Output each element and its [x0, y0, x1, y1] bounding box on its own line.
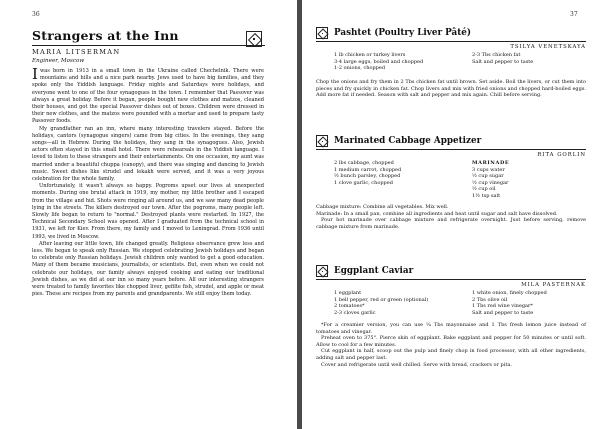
- recipe-step: Preheat oven to 375°. Pierce skin of eggplant. Bake eggplant and pepper for 50 minutes or until soft. Allow to cool for a few minutes.: [316, 335, 586, 348]
- recipe-header: [316, 138, 586, 150]
- title-rule: [32, 45, 265, 46]
- ingredient: 1 clove garlic, chopped: [334, 179, 393, 186]
- recipe-step: Pour hot marinade over cabbage mixture and refrigerate overnight. Just before serving, remove cabbage mixture from marinade.: [316, 217, 586, 230]
- recipe-step: Cut eggplant in half, scoop out the pulp and finely chop in food processor, with all other ingredients, adding salt and pepper last.: [316, 348, 586, 361]
- recipe-marinated-cabbage: [316, 138, 586, 230]
- ingredient: 1 lb chicken or turkey livers: [334, 52, 406, 58]
- marinade-heading: MARINADE: [472, 160, 510, 166]
- story-paragraph: Unfortunately, it wasn't always so happy. Pogroms upset our lives at unexpected moments. During one brutal attack in 1919, my mother, my little brother and I escaped from the village and hid. Shots were ringing all around us, and we saw many dead people lying in the streets. The killers destroyed our town. After the pogroms, many people left. Slowly life began to return to "normal." Destroyed plants were restarted. In 1927, the Technical Secondary School was opened. After I graduated from the technical school in 1931, we left for Kiev. From there, my family and I moved to Leningrad. From 1936 until 1993, we lived in Moscow.: [32, 183, 264, 240]
- recipe-steps: [316, 79, 586, 99]
- recipe-step: Chop the onions and fry them in 2 Tbs chicken fat until brown. Set aside. Boil the livers, or cut them into pieces and fry quickly in chicken fat. Chop livers and mix with fried onions and chopped hard-boiled eggs. Add more fat if needed. Season with salt and pepper and mix again. Chill before serving.: [316, 79, 586, 99]
- story-paragraph: My grandfather ran an inn, where many interesting travelers stayed. Before the holidays, cantors (synagogue singers) came from big cities. In the evenings, they sang songs—all in Hebrew. During the holidays, they sang in the synagogues. Also, Jewish actors often stayed in this small hotel. There were rehearsals in the Yiddish language. I loved to listen to these strangers and their entertainments. On one occasion, my aunt was married under a beautiful chuppa (canopy), and there was singing and dancing to Jewish music. Sweet dishes like strudel and lekakh were served, and it was a very joyous celebration for the whole family.: [32, 125, 264, 183]
- left-page: [0, 0, 297, 429]
- ingredient: 1 medium carrot, chopped: [334, 166, 402, 173]
- ingredient: 2 tomatoes*: [334, 303, 365, 310]
- ornament-icon: [316, 265, 328, 277]
- ingredient: 1-2 onions, chopped: [334, 65, 386, 72]
- ornament-icon: [316, 27, 328, 39]
- recipe-contributor: RITA GORLIN: [537, 152, 586, 158]
- page-number-left: 36: [32, 11, 40, 18]
- ornament-icon: [316, 135, 328, 147]
- ingredient: ½ bunch parsley, chopped: [334, 173, 401, 180]
- ingredient: 2 lbs cabbage, chopped: [334, 160, 394, 166]
- recipe-title: Eggplant Caviar: [334, 266, 414, 276]
- ingredients: [316, 160, 586, 200]
- right-page: [302, 0, 600, 429]
- ingredient: 2-3 cloves garlic: [334, 309, 376, 316]
- ingredient: 2-3 Tbs chicken fat: [472, 52, 521, 58]
- ingredients: [316, 52, 586, 74]
- story-body: [32, 65, 264, 299]
- story-author: MARIA LITSERMAN: [32, 48, 121, 56]
- drop-cap: I: [32, 65, 38, 83]
- recipe-steps: [316, 204, 586, 230]
- ingredient: 2 Tbs olive oil: [472, 296, 508, 303]
- ingredient: ½ cup sugar: [472, 173, 504, 180]
- ingredient: ½ cup vinegar: [472, 179, 509, 186]
- ingredient: ½ cup oil: [472, 186, 496, 193]
- recipe-step: Cabbage mixture: Combine all vegetables. Mix well.: [316, 204, 449, 210]
- recipe-step: Cover and refrigerate until well chilled. Serve with bread, crackers or pita.: [321, 361, 512, 368]
- ingredient: 1 Tbs red wine vinegar*: [472, 303, 533, 310]
- recipe-step: Marinade: In a small pan, combine all ingredients and heat until sugar and salt have dissolved.: [316, 210, 558, 217]
- recipe-steps: [316, 322, 586, 368]
- story-title: Strangers at the Inn: [32, 28, 179, 43]
- story-paragraph: I was born in 1913 in a small town in the Ukraine called Chechelnik. There were mountains and hills and a nice park nearby. Jews used to have big families, and they spoke only the Yiddish language. Friday nights and Saturdays were holidays, and everyone went to one of the four synagogues in the town. I remember that Passover was always a great holiday. Before it began, people bought new clothes and matzos, cleaned their houses, and got the special Passover dishes out of boxes. Children were dressed in their new clothes, and the matzos were pounded with a mortar and used to prepare tasty Passover foods.: [32, 65, 264, 125]
- recipe-pashtet: [316, 30, 586, 99]
- ingredient: Salt and pepper to taste: [472, 309, 534, 316]
- author-role: Engineer, Moscow: [32, 58, 85, 64]
- ingredient: Salt and pepper to taste: [472, 58, 534, 65]
- recipe-title: Pashtet (Poultry Liver Pâté): [334, 28, 472, 38]
- ingredient: 3 cups water: [472, 166, 505, 173]
- story-paragraph: After leaving our little town, life changed greatly. Religious observance grew less and less. We began to speak only Russian. We stopped celebrating Jewish holidays and began to celebrate only Russian holidays. Jewish children only wanted to get a good education. Many of them became musicians, journalists, or scientists. But, even when we could not celebrate our holidays, our family always enjoyed cooking and eating our traditional Jewish dishes, as we did at our inn so many years before. All our interesting strangers were treated to family favorites like chopped liver, gefilte fish, strudel, and apple or meat pies. These are recipes from my parents and grandparents. We still enjoy them today.: [32, 240, 264, 298]
- recipe-header: [316, 30, 586, 42]
- ingredient: 1 white onion, finely chopped: [472, 290, 547, 296]
- recipe-title: Marinated Cabbage Appetizer: [334, 136, 482, 146]
- page-number-right: 37: [570, 11, 578, 18]
- recipe-contributor: MILA PASTERNAK: [521, 282, 586, 288]
- recipe-eggplant-caviar: [316, 268, 586, 368]
- recipe-step: *For a creamier version, you can use ¼ Tbs mayonnaise and 1 Tbs fresh lemon juice instead of tomatoes and vinegar.: [316, 322, 586, 335]
- recipe-header: [316, 268, 586, 280]
- ingredients: [316, 290, 586, 318]
- ingredient: 3-4 large eggs, boiled and chopped: [334, 58, 424, 65]
- ingredient: 1 eggplant: [334, 290, 362, 296]
- ingredient: 1½ tsp salt: [472, 192, 501, 199]
- recipe-contributor: TSILYA VENETSKAYA: [510, 44, 586, 50]
- ingredient: 1 bell pepper, red or green (optional): [334, 296, 429, 303]
